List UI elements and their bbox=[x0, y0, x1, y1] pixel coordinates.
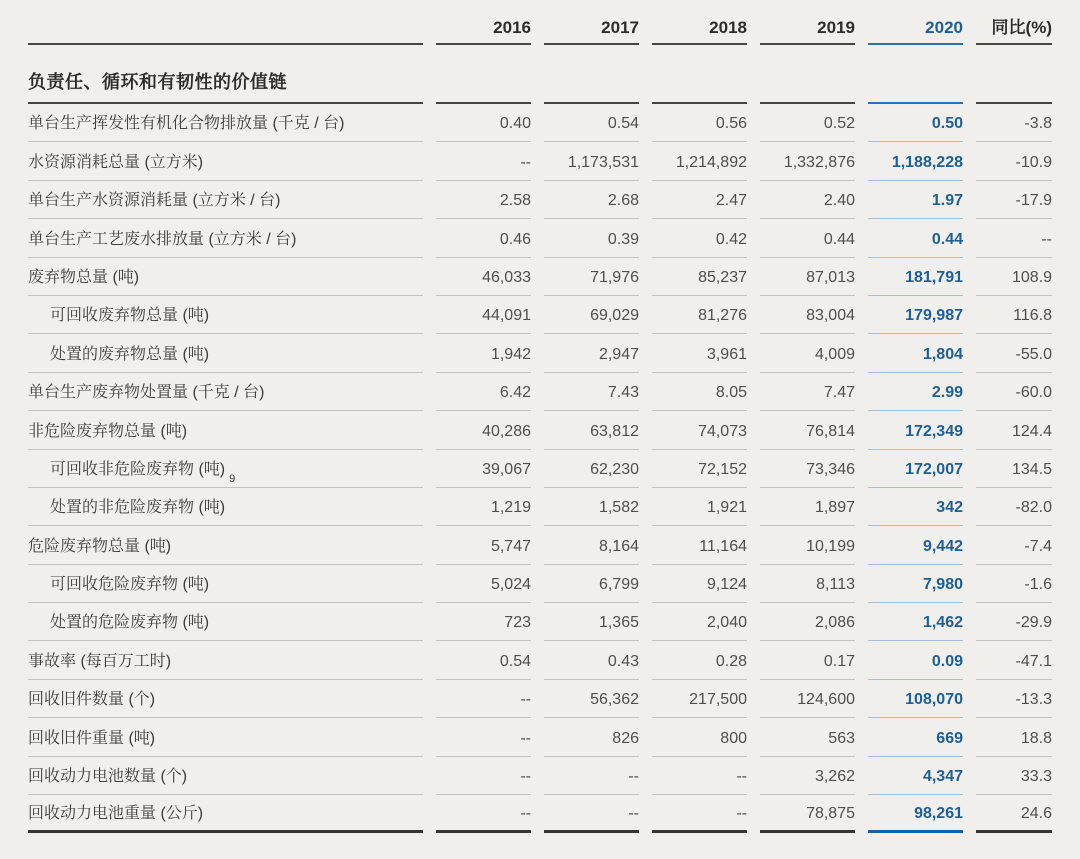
metric-label-text: 回收动力电池重量 (公斤) bbox=[28, 805, 204, 823]
value-2016: 6.42 bbox=[436, 373, 531, 411]
value-2017: 826 bbox=[544, 718, 639, 756]
value-2016: -- bbox=[436, 718, 531, 756]
value-2018: -- bbox=[652, 795, 747, 833]
yoy-value: 124.4 bbox=[976, 411, 1052, 449]
metric-label bbox=[28, 565, 423, 603]
value-2017: 63,812 bbox=[544, 411, 639, 449]
value-2017: -- bbox=[544, 795, 639, 833]
metric-row bbox=[0, 373, 1080, 411]
value-2016: 1,219 bbox=[436, 488, 531, 526]
value-2016: -- bbox=[436, 142, 531, 180]
metric-row bbox=[0, 718, 1080, 756]
metric-label-text: 回收旧件数量 (个) bbox=[28, 691, 156, 709]
metric-row bbox=[0, 526, 1080, 564]
value-2020: 9,442 bbox=[868, 526, 963, 564]
value-2016: 1,942 bbox=[436, 334, 531, 372]
value-2018: 8.05 bbox=[652, 373, 747, 411]
value-2020: 0.50 bbox=[868, 104, 963, 142]
metric-label bbox=[28, 488, 423, 526]
yoy-value: 108.9 bbox=[976, 258, 1052, 296]
value-2019: 8,113 bbox=[760, 565, 855, 603]
metric-row bbox=[0, 641, 1080, 679]
value-2018: 0.28 bbox=[652, 641, 747, 679]
value-2018: 800 bbox=[652, 718, 747, 756]
yoy-value: 134.5 bbox=[976, 450, 1052, 488]
metric-label-text: 处置的非危险废弃物 (吨) bbox=[50, 499, 226, 517]
year-column-header-2017: 2017 bbox=[544, 0, 639, 45]
value-2017: 0.39 bbox=[544, 219, 639, 257]
metric-label-text: 可回收废弃物总量 (吨) bbox=[50, 307, 210, 325]
yoy-value: -7.4 bbox=[976, 526, 1052, 564]
value-2020: 669 bbox=[868, 718, 963, 756]
value-2020: 181,791 bbox=[868, 258, 963, 296]
value-2020: 7,980 bbox=[868, 565, 963, 603]
metric-row bbox=[0, 603, 1080, 641]
metric-row bbox=[0, 142, 1080, 180]
metric-label bbox=[28, 104, 423, 142]
value-2017: 62,230 bbox=[544, 450, 639, 488]
value-2020: 0.44 bbox=[868, 219, 963, 257]
metric-label-text: 废弃物总量 (吨) bbox=[28, 268, 140, 286]
value-2019: 2,086 bbox=[760, 603, 855, 641]
value-2019: 0.17 bbox=[760, 641, 855, 679]
yoy-value: -1.6 bbox=[976, 565, 1052, 603]
metric-label bbox=[28, 181, 423, 219]
metric-row bbox=[0, 795, 1080, 833]
metric-label bbox=[28, 526, 423, 564]
value-2018: -- bbox=[652, 757, 747, 795]
value-2020: 1,804 bbox=[868, 334, 963, 372]
value-2016: 39,067 bbox=[436, 450, 531, 488]
table-body bbox=[0, 104, 1080, 833]
value-2016: 0.40 bbox=[436, 104, 531, 142]
value-2018: 1,921 bbox=[652, 488, 747, 526]
value-2016: 46,033 bbox=[436, 258, 531, 296]
year-column-header-2016: 2016 bbox=[436, 0, 531, 45]
value-2020: 1,188,228 bbox=[868, 142, 963, 180]
yoy-value: -47.1 bbox=[976, 641, 1052, 679]
metric-label bbox=[28, 795, 423, 833]
metric-column-header bbox=[28, 0, 423, 45]
value-2018: 74,073 bbox=[652, 411, 747, 449]
value-2016: 0.54 bbox=[436, 641, 531, 679]
value-2020: 98,261 bbox=[868, 795, 963, 833]
value-2018: 85,237 bbox=[652, 258, 747, 296]
metric-row bbox=[0, 219, 1080, 257]
metric-label bbox=[28, 258, 423, 296]
value-2020: 342 bbox=[868, 488, 963, 526]
value-2018: 9,124 bbox=[652, 565, 747, 603]
value-2019: 0.52 bbox=[760, 104, 855, 142]
metric-label-text: 回收旧件重量 (吨) bbox=[28, 729, 156, 747]
value-2020: 2.99 bbox=[868, 373, 963, 411]
yoy-value: -3.8 bbox=[976, 104, 1052, 142]
value-2018: 1,214,892 bbox=[652, 142, 747, 180]
metric-label bbox=[28, 219, 423, 257]
table-header-row bbox=[0, 0, 1080, 45]
value-2017: 1,582 bbox=[544, 488, 639, 526]
metric-row bbox=[0, 488, 1080, 526]
value-2019: 1,332,876 bbox=[760, 142, 855, 180]
metric-row bbox=[0, 450, 1080, 488]
value-2018: 2,040 bbox=[652, 603, 747, 641]
value-2017: 8,164 bbox=[544, 526, 639, 564]
year-column-header-2019: 2019 bbox=[760, 0, 855, 45]
value-2016: 2.58 bbox=[436, 181, 531, 219]
value-2019: 73,346 bbox=[760, 450, 855, 488]
metric-row bbox=[0, 565, 1080, 603]
section-header-row bbox=[0, 45, 1080, 104]
metric-label-text: 可回收危险废弃物 (吨) bbox=[50, 576, 210, 594]
metric-label-text: 单台生产废弃物处置量 (千克 / 台) bbox=[28, 384, 265, 402]
yoy-value: -- bbox=[976, 219, 1052, 257]
metric-label-text: 回收动力电池数量 (个) bbox=[28, 768, 188, 786]
metric-row bbox=[0, 296, 1080, 334]
year-column-header-2018: 2018 bbox=[652, 0, 747, 45]
value-2016: -- bbox=[436, 757, 531, 795]
metric-label-text: 事故率 (每百万工时) bbox=[28, 652, 172, 670]
value-2018: 72,152 bbox=[652, 450, 747, 488]
metric-label: 可回收非危险废弃物 (吨) 9 bbox=[28, 450, 423, 488]
section-rule-2020 bbox=[868, 45, 963, 104]
section-rule bbox=[652, 45, 747, 104]
metric-label bbox=[28, 718, 423, 756]
value-2018: 2.47 bbox=[652, 181, 747, 219]
value-2017: 7.43 bbox=[544, 373, 639, 411]
value-2019: 3,262 bbox=[760, 757, 855, 795]
value-2016: -- bbox=[436, 795, 531, 833]
value-2019: 124,600 bbox=[760, 680, 855, 718]
value-2020: 0.09 bbox=[868, 641, 963, 679]
value-2019: 1,897 bbox=[760, 488, 855, 526]
value-2020: 108,070 bbox=[868, 680, 963, 718]
metric-label-text: 可回收非危险废弃物 (吨) bbox=[50, 460, 226, 478]
value-2019: 4,009 bbox=[760, 334, 855, 372]
yoy-value: -55.0 bbox=[976, 334, 1052, 372]
value-2017: -- bbox=[544, 757, 639, 795]
value-2018: 0.42 bbox=[652, 219, 747, 257]
metric-label bbox=[28, 603, 423, 641]
value-2017: 71,976 bbox=[544, 258, 639, 296]
value-2020: 4,347 bbox=[868, 757, 963, 795]
value-2020: 1,462 bbox=[868, 603, 963, 641]
value-2019: 87,013 bbox=[760, 258, 855, 296]
value-2019: 0.44 bbox=[760, 219, 855, 257]
value-2019: 78,875 bbox=[760, 795, 855, 833]
yoy-value: -29.9 bbox=[976, 603, 1052, 641]
metric-label-text: 处置的危险废弃物 (吨) bbox=[50, 614, 210, 632]
value-2020: 1.97 bbox=[868, 181, 963, 219]
value-2016: 5,747 bbox=[436, 526, 531, 564]
value-2018: 3,961 bbox=[652, 334, 747, 372]
value-2016: 40,286 bbox=[436, 411, 531, 449]
metric-label bbox=[28, 373, 423, 411]
yoy-value: -17.9 bbox=[976, 181, 1052, 219]
value-2017: 2,947 bbox=[544, 334, 639, 372]
value-2020: 179,987 bbox=[868, 296, 963, 334]
metric-label-text: 非危险废弃物总量 (吨) bbox=[28, 422, 188, 440]
yoy-value: 116.8 bbox=[976, 296, 1052, 334]
metric-label bbox=[28, 334, 423, 372]
metric-label-text: 危险废弃物总量 (吨) bbox=[28, 537, 172, 555]
value-2020: 172,007 bbox=[868, 450, 963, 488]
value-2016: 0.46 bbox=[436, 219, 531, 257]
value-2019: 10,199 bbox=[760, 526, 855, 564]
yoy-value: 18.8 bbox=[976, 718, 1052, 756]
value-2016: 723 bbox=[436, 603, 531, 641]
value-2019: 7.47 bbox=[760, 373, 855, 411]
metric-label bbox=[28, 641, 423, 679]
value-2018: 217,500 bbox=[652, 680, 747, 718]
metric-row bbox=[0, 181, 1080, 219]
value-2019: 83,004 bbox=[760, 296, 855, 334]
value-2017: 2.68 bbox=[544, 181, 639, 219]
value-2017: 0.43 bbox=[544, 641, 639, 679]
value-2020: 172,349 bbox=[868, 411, 963, 449]
value-2017: 1,173,531 bbox=[544, 142, 639, 180]
metric-row bbox=[0, 334, 1080, 372]
metric-label bbox=[28, 411, 423, 449]
yoy-column-header: 同比(%) bbox=[976, 0, 1052, 45]
yoy-value: -82.0 bbox=[976, 488, 1052, 526]
metric-row bbox=[0, 258, 1080, 296]
yoy-value: -10.9 bbox=[976, 142, 1052, 180]
metric-label bbox=[28, 142, 423, 180]
section-rule bbox=[436, 45, 531, 104]
section-rule bbox=[760, 45, 855, 104]
metric-row bbox=[0, 104, 1080, 142]
section-title: 负责任、循环和有韧性的价值链 bbox=[28, 45, 423, 104]
value-2016: 44,091 bbox=[436, 296, 531, 334]
yoy-value: 33.3 bbox=[976, 757, 1052, 795]
value-2016: -- bbox=[436, 680, 531, 718]
value-2017: 1,365 bbox=[544, 603, 639, 641]
yoy-value: 24.6 bbox=[976, 795, 1052, 833]
metric-row bbox=[0, 411, 1080, 449]
year-column-header-2020: 2020 bbox=[868, 0, 963, 45]
metric-label bbox=[28, 296, 423, 334]
value-2017: 69,029 bbox=[544, 296, 639, 334]
value-2019: 76,814 bbox=[760, 411, 855, 449]
value-2019: 2.40 bbox=[760, 181, 855, 219]
metric-row bbox=[0, 757, 1080, 795]
metric-label-text: 处置的废弃物总量 (吨) bbox=[50, 345, 210, 363]
metric-row bbox=[0, 680, 1080, 718]
section-rule bbox=[544, 45, 639, 104]
value-2019: 563 bbox=[760, 718, 855, 756]
yoy-value: -13.3 bbox=[976, 680, 1052, 718]
value-2018: 11,164 bbox=[652, 526, 747, 564]
value-2017: 56,362 bbox=[544, 680, 639, 718]
metric-label-text: 单台生产挥发性有机化合物排放量 (千克 / 台) bbox=[28, 115, 345, 133]
section-rule bbox=[976, 45, 1052, 104]
metric-label bbox=[28, 680, 423, 718]
value-2017: 6,799 bbox=[544, 565, 639, 603]
value-2018: 81,276 bbox=[652, 296, 747, 334]
metric-label-text: 水资源消耗总量 (立方米) bbox=[28, 153, 204, 171]
yoy-value: -60.0 bbox=[976, 373, 1052, 411]
metric-label bbox=[28, 757, 423, 795]
metric-label-text: 单台生产水资源消耗量 (立方米 / 台) bbox=[28, 192, 281, 210]
value-2018: 0.56 bbox=[652, 104, 747, 142]
metric-label-text: 单台生产工艺废水排放量 (立方米 / 台) bbox=[28, 230, 297, 248]
value-2016: 5,024 bbox=[436, 565, 531, 603]
value-2017: 0.54 bbox=[544, 104, 639, 142]
